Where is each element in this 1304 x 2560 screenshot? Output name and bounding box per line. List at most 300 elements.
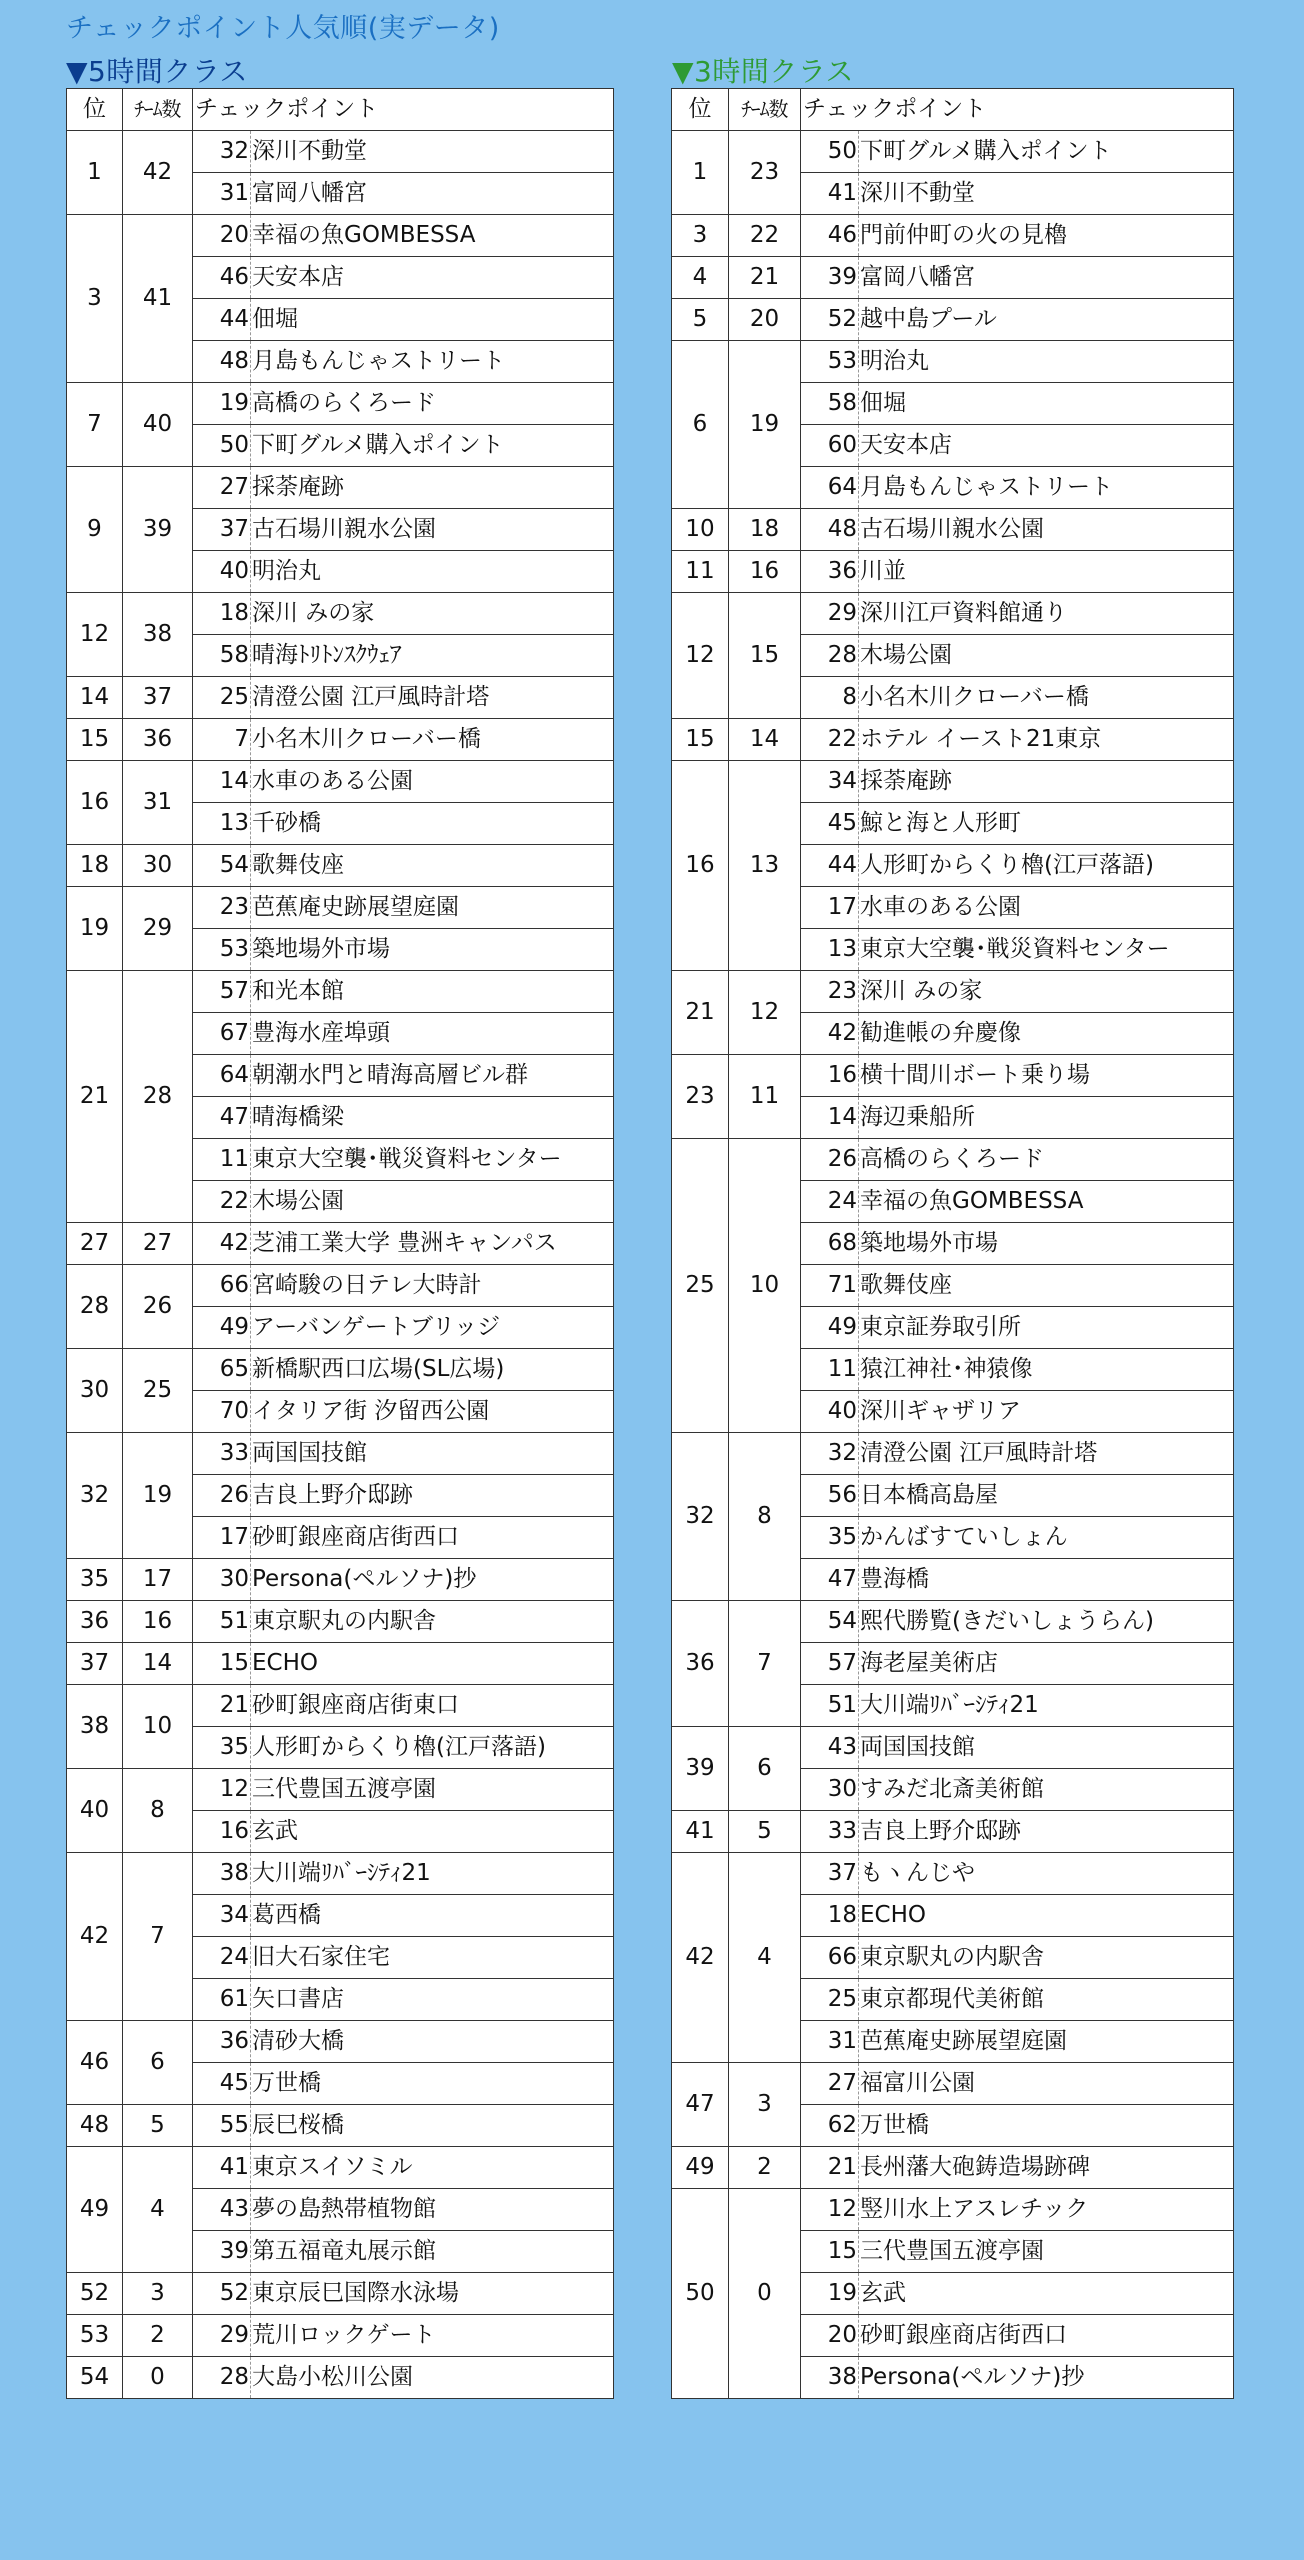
checkpoint-number: 53	[801, 341, 859, 383]
checkpoint-name: 採荼庵跡	[859, 761, 1234, 803]
rank-cell: 12	[672, 593, 729, 719]
checkpoint-number: 47	[193, 1097, 251, 1139]
table-row	[67, 1433, 614, 1475]
checkpoint-number: 45	[193, 2063, 251, 2105]
checkpoint-name: 高橋のらくろード	[859, 1139, 1234, 1181]
rank-cell: 35	[67, 1559, 123, 1601]
table-row	[67, 215, 614, 257]
checkpoint-number: 14	[801, 1097, 859, 1139]
checkpoint-number: 21	[801, 2147, 859, 2189]
checkpoint-number: 12	[801, 2189, 859, 2231]
table-row	[672, 971, 1234, 1013]
checkpoint-number: 35	[801, 1517, 859, 1559]
checkpoint-number: 19	[193, 383, 251, 425]
checkpoint-number: 37	[801, 1853, 859, 1895]
checkpoint-name: 吉良上野介邸跡	[251, 1475, 614, 1517]
teams-cell: 16	[729, 551, 801, 593]
teams-cell: 20	[729, 299, 801, 341]
table-row	[672, 215, 1234, 257]
rank-cell: 36	[67, 1601, 123, 1643]
checkpoint-number: 8	[801, 677, 859, 719]
ranking-table-5h	[66, 88, 614, 2399]
teams-cell: 22	[729, 215, 801, 257]
table-row	[67, 1853, 614, 1895]
checkpoint-number: 7	[193, 719, 251, 761]
rank-cell: 15	[672, 719, 729, 761]
checkpoint-number: 40	[193, 551, 251, 593]
checkpoint-number: 23	[193, 887, 251, 929]
checkpoint-number: 39	[801, 257, 859, 299]
rank-cell: 28	[67, 1265, 123, 1349]
checkpoint-name: 猿江神社･神猿像	[859, 1349, 1234, 1391]
rank-cell: 39	[672, 1727, 729, 1811]
checkpoint-number: 51	[801, 1685, 859, 1727]
checkpoint-name: 鯨と海と人形町	[859, 803, 1234, 845]
checkpoint-number: 66	[801, 1937, 859, 1979]
table-row	[67, 1643, 614, 1685]
checkpoint-name: 日本橋高島屋	[859, 1475, 1234, 1517]
rank-cell: 53	[67, 2315, 123, 2357]
ranking-table-3h	[671, 88, 1234, 2399]
teams-cell: 15	[729, 593, 801, 719]
teams-cell: 13	[729, 761, 801, 971]
teams-cell: 18	[729, 509, 801, 551]
rank-cell: 6	[672, 341, 729, 509]
checkpoint-name: イタリア街 汐留西公園	[251, 1391, 614, 1433]
table-row	[67, 677, 614, 719]
table-row	[672, 1139, 1234, 1181]
checkpoint-name: 築地場外市場	[859, 1223, 1234, 1265]
teams-cell: 40	[123, 383, 193, 467]
checkpoint-name: 千砂橋	[251, 803, 614, 845]
checkpoint-number: 22	[193, 1181, 251, 1223]
teams-cell: 7	[729, 1601, 801, 1727]
table-row	[672, 1601, 1234, 1643]
table-row	[67, 971, 614, 1013]
checkpoint-name: 門前仲町の火の見櫓	[859, 215, 1234, 257]
checkpoint-number: 22	[801, 719, 859, 761]
table-row	[672, 341, 1234, 383]
table-row	[672, 1055, 1234, 1097]
checkpoint-number: 54	[801, 1601, 859, 1643]
table-row	[67, 2021, 614, 2063]
rank-cell: 19	[67, 887, 123, 971]
rank-cell: 3	[672, 215, 729, 257]
checkpoint-number: 13	[801, 929, 859, 971]
rank-cell: 52	[67, 2273, 123, 2315]
checkpoint-name: 豊海水産埠頭	[251, 1013, 614, 1055]
teams-cell: 37	[123, 677, 193, 719]
rank-cell: 36	[672, 1601, 729, 1727]
checkpoint-name: 歌舞伎座	[859, 1265, 1234, 1307]
checkpoint-number: 35	[193, 1727, 251, 1769]
checkpoint-number: 11	[801, 1349, 859, 1391]
table-row	[67, 845, 614, 887]
rank-cell: 18	[67, 845, 123, 887]
checkpoint-number: 21	[193, 1685, 251, 1727]
checkpoint-number: 66	[193, 1265, 251, 1307]
checkpoint-number: 51	[193, 1601, 251, 1643]
table-row	[672, 1727, 1234, 1769]
checkpoint-name: 幸福の魚GOMBESSA	[251, 215, 614, 257]
rank-cell: 40	[67, 1769, 123, 1853]
checkpoint-number: 15	[801, 2231, 859, 2273]
checkpoint-number: 48	[193, 341, 251, 383]
checkpoint-name: ECHO	[859, 1895, 1234, 1937]
checkpoint-number: 44	[193, 299, 251, 341]
checkpoint-number: 38	[801, 2357, 859, 2399]
checkpoint-name: 朝潮水門と晴海高層ビル群	[251, 1055, 614, 1097]
checkpoint-name: 小名木川クローバー橋	[859, 677, 1234, 719]
table-row	[67, 383, 614, 425]
rank-cell: 32	[67, 1433, 123, 1559]
rank-cell: 27	[67, 1223, 123, 1265]
checkpoint-name: 東京大空襲･戦災資料センター	[859, 929, 1234, 971]
checkpoint-number: 16	[801, 1055, 859, 1097]
checkpoint-number: 61	[193, 1979, 251, 2021]
table-row	[67, 887, 614, 929]
teams-cell: 5	[123, 2105, 193, 2147]
teams-cell: 10	[123, 1685, 193, 1769]
checkpoint-name: 佃堀	[859, 383, 1234, 425]
teams-cell: 42	[123, 131, 193, 215]
checkpoint-name: 深川ギャザリア	[859, 1391, 1234, 1433]
table-row	[672, 1853, 1234, 1895]
table-row	[672, 299, 1234, 341]
checkpoint-number: 18	[193, 593, 251, 635]
checkpoint-name: 矢口書店	[251, 1979, 614, 2021]
checkpoint-name: 清澄公園 江戸風時計塔	[251, 677, 614, 719]
table-row	[672, 131, 1234, 173]
checkpoint-name: 月島もんじゃストリート	[251, 341, 614, 383]
checkpoint-number: 57	[801, 1643, 859, 1685]
rank-cell: 4	[672, 257, 729, 299]
checkpoint-number: 11	[193, 1139, 251, 1181]
checkpoint-name: 深川 みの家	[251, 593, 614, 635]
teams-cell: 25	[123, 1349, 193, 1433]
checkpoint-number: 32	[801, 1433, 859, 1475]
checkpoint-number: 29	[193, 2315, 251, 2357]
rank-cell: 7	[67, 383, 123, 467]
table-row	[67, 719, 614, 761]
checkpoint-number: 30	[193, 1559, 251, 1601]
checkpoint-name: 万世橋	[859, 2105, 1234, 2147]
teams-cell: 7	[123, 1853, 193, 2021]
checkpoint-name: 人形町からくり櫓(江戸落語)	[251, 1727, 614, 1769]
checkpoint-name: 東京駅丸の内駅舎	[251, 1601, 614, 1643]
teams-cell: 5	[729, 1811, 801, 1853]
checkpoint-name: Persona(ペルソナ)抄	[859, 2357, 1234, 2399]
rank-cell: 21	[672, 971, 729, 1055]
table-row	[67, 2273, 614, 2315]
page-title: チェックポイント人気順(実データ)	[66, 13, 500, 44]
checkpoint-number: 71	[801, 1265, 859, 1307]
section-title-5h: ▼5時間クラス	[66, 55, 249, 88]
checkpoint-name: 富岡八幡宮	[251, 173, 614, 215]
table-row	[672, 257, 1234, 299]
checkpoint-name: 人形町からくり櫓(江戸落語)	[859, 845, 1234, 887]
checkpoint-number: 26	[801, 1139, 859, 1181]
checkpoint-name: 玄武	[251, 1811, 614, 1853]
teams-cell: 6	[729, 1727, 801, 1811]
checkpoint-number: 34	[801, 761, 859, 803]
rank-cell: 5	[672, 299, 729, 341]
table-row	[67, 1223, 614, 1265]
checkpoint-number: 56	[801, 1475, 859, 1517]
checkpoint-number: 36	[801, 551, 859, 593]
checkpoint-number: 13	[193, 803, 251, 845]
teams-cell: 16	[123, 1601, 193, 1643]
teams-cell: 26	[123, 1265, 193, 1349]
rank-cell: 49	[672, 2147, 729, 2189]
checkpoint-name: 葛西橋	[251, 1895, 614, 1937]
table-row	[67, 1685, 614, 1727]
table-row	[672, 2189, 1234, 2231]
checkpoint-name: 小名木川クローバー橋	[251, 719, 614, 761]
checkpoint-name: 明治丸	[859, 341, 1234, 383]
checkpoint-number: 48	[801, 509, 859, 551]
checkpoint-number: 58	[193, 635, 251, 677]
rank-cell: 46	[67, 2021, 123, 2105]
checkpoint-name: 東京都現代美術館	[859, 1979, 1234, 2021]
teams-cell: 3	[123, 2273, 193, 2315]
checkpoint-number: 14	[193, 761, 251, 803]
checkpoint-name: 幸福の魚GOMBESSA	[859, 1181, 1234, 1223]
checkpoint-number: 16	[193, 1811, 251, 1853]
checkpoint-number: 28	[801, 635, 859, 677]
checkpoint-number: 58	[801, 383, 859, 425]
teams-cell: 41	[123, 215, 193, 383]
rank-cell: 16	[672, 761, 729, 971]
checkpoint-number: 43	[193, 2189, 251, 2231]
checkpoint-name: かんばすていしょん	[859, 1517, 1234, 1559]
checkpoint-number: 33	[801, 1811, 859, 1853]
checkpoint-number: 41	[801, 173, 859, 215]
rank-cell: 11	[672, 551, 729, 593]
checkpoint-name: 砂町銀座商店街西口	[859, 2315, 1234, 2357]
checkpoint-number: 52	[193, 2273, 251, 2315]
checkpoint-number: 27	[801, 2063, 859, 2105]
checkpoint-name: もヽんじや	[859, 1853, 1234, 1895]
rank-cell: 50	[672, 2189, 729, 2399]
checkpoint-name: 水車のある公園	[251, 761, 614, 803]
teams-cell: 4	[123, 2147, 193, 2273]
rank-cell: 54	[67, 2357, 123, 2399]
table-row	[67, 1265, 614, 1307]
checkpoint-name: ホテル イースト21東京	[859, 719, 1234, 761]
checkpoint-name: すみだ北斎美術館	[859, 1769, 1234, 1811]
checkpoint-number: 49	[193, 1307, 251, 1349]
checkpoint-name: 川並	[859, 551, 1234, 593]
checkpoint-name: 砂町銀座商店街東口	[251, 1685, 614, 1727]
table-row	[67, 2315, 614, 2357]
checkpoint-name: 天安本店	[251, 257, 614, 299]
checkpoint-number: 12	[193, 1769, 251, 1811]
header-checkpoint: チェックポイント	[801, 89, 1234, 131]
teams-cell: 14	[123, 1643, 193, 1685]
checkpoint-name: 海老屋美術店	[859, 1643, 1234, 1685]
checkpoint-name: 長州藩大砲鋳造場跡碑	[859, 2147, 1234, 2189]
checkpoint-name: 東京スイソミル	[251, 2147, 614, 2189]
teams-cell: 3	[729, 2063, 801, 2147]
rank-cell: 15	[67, 719, 123, 761]
checkpoint-name: 新橋駅西口広場(SL広場)	[251, 1349, 614, 1391]
rank-cell: 16	[67, 761, 123, 845]
teams-cell: 17	[123, 1559, 193, 1601]
teams-cell: 2	[729, 2147, 801, 2189]
header-teams: ﾁｰﾑ数	[123, 89, 193, 131]
table-row	[672, 551, 1234, 593]
checkpoint-number: 30	[801, 1769, 859, 1811]
checkpoint-number: 26	[193, 1475, 251, 1517]
checkpoint-name: 大島小松川公園	[251, 2357, 614, 2399]
checkpoint-number: 50	[193, 425, 251, 467]
checkpoint-name: 天安本店	[859, 425, 1234, 467]
table-row	[67, 131, 614, 173]
checkpoint-name: 越中島プール	[859, 299, 1234, 341]
rank-cell: 3	[67, 215, 123, 383]
checkpoint-number: 65	[193, 1349, 251, 1391]
checkpoint-name: 芭蕉庵史跡展望庭園	[859, 2021, 1234, 2063]
rank-cell: 9	[67, 467, 123, 593]
checkpoint-number: 38	[193, 1853, 251, 1895]
teams-cell: 36	[123, 719, 193, 761]
teams-cell: 23	[729, 131, 801, 215]
checkpoint-name: 芭蕉庵史跡展望庭園	[251, 887, 614, 929]
table-row	[67, 2105, 614, 2147]
rank-cell: 30	[67, 1349, 123, 1433]
table-row	[67, 1769, 614, 1811]
rank-cell: 21	[67, 971, 123, 1223]
checkpoint-number: 46	[193, 257, 251, 299]
checkpoint-number: 19	[801, 2273, 859, 2315]
rank-cell: 1	[672, 131, 729, 215]
checkpoint-number: 40	[801, 1391, 859, 1433]
checkpoint-number: 17	[801, 887, 859, 929]
checkpoint-name: 晴海橋梁	[251, 1097, 614, 1139]
checkpoint-number: 47	[801, 1559, 859, 1601]
checkpoint-number: 62	[801, 2105, 859, 2147]
checkpoint-number: 41	[193, 2147, 251, 2189]
checkpoint-name: 清澄公園 江戸風時計塔	[859, 1433, 1234, 1475]
checkpoint-name: 三代豊国五渡亭園	[251, 1769, 614, 1811]
checkpoint-number: 57	[193, 971, 251, 1013]
checkpoint-number: 43	[801, 1727, 859, 1769]
checkpoint-name: 玄武	[859, 2273, 1234, 2315]
checkpoint-name: 富岡八幡宮	[859, 257, 1234, 299]
checkpoint-name: 豊海橋	[859, 1559, 1234, 1601]
checkpoint-number: 70	[193, 1391, 251, 1433]
rank-cell: 48	[67, 2105, 123, 2147]
checkpoint-name: 横十間川ボート乗り場	[859, 1055, 1234, 1097]
checkpoint-name: 古石場川親水公園	[251, 509, 614, 551]
checkpoint-name: 大川端ﾘﾊﾞｰｼﾃｨ21	[251, 1853, 614, 1895]
teams-cell: 0	[729, 2189, 801, 2399]
checkpoint-number: 64	[193, 1055, 251, 1097]
teams-cell: 2	[123, 2315, 193, 2357]
checkpoint-number: 52	[801, 299, 859, 341]
rank-cell: 41	[672, 1811, 729, 1853]
checkpoint-name: 月島もんじゃストリート	[859, 467, 1234, 509]
teams-cell: 27	[123, 1223, 193, 1265]
checkpoint-name: 高橋のらくろード	[251, 383, 614, 425]
checkpoint-number: 32	[193, 131, 251, 173]
checkpoint-name: 宮崎駿の日テレ大時計	[251, 1265, 614, 1307]
checkpoint-number: 15	[193, 1643, 251, 1685]
header-teams: ﾁｰﾑ数	[729, 89, 801, 131]
checkpoint-name: 深川不動堂	[859, 173, 1234, 215]
checkpoint-name: 木場公園	[859, 635, 1234, 677]
checkpoint-number: 42	[193, 1223, 251, 1265]
checkpoint-number: 23	[801, 971, 859, 1013]
header-rank: 位	[672, 89, 729, 131]
checkpoint-number: 34	[193, 1895, 251, 1937]
checkpoint-number: 27	[193, 467, 251, 509]
checkpoint-name: 海辺乗船所	[859, 1097, 1234, 1139]
teams-cell: 38	[123, 593, 193, 677]
rank-cell: 38	[67, 1685, 123, 1769]
rank-cell: 25	[672, 1139, 729, 1433]
checkpoint-number: 31	[193, 173, 251, 215]
checkpoint-name: 佃堀	[251, 299, 614, 341]
teams-cell: 29	[123, 887, 193, 971]
checkpoint-number: 54	[193, 845, 251, 887]
checkpoint-number: 28	[193, 2357, 251, 2399]
checkpoint-name: 深川不動堂	[251, 131, 614, 173]
rank-cell: 49	[67, 2147, 123, 2273]
checkpoint-number: 68	[801, 1223, 859, 1265]
checkpoint-name: 竪川水上アスレチック	[859, 2189, 1234, 2231]
teams-cell: 8	[123, 1769, 193, 1853]
teams-cell: 12	[729, 971, 801, 1055]
teams-cell: 6	[123, 2021, 193, 2105]
checkpoint-number: 25	[193, 677, 251, 719]
checkpoint-name: 大川端ﾘﾊﾞｰｼﾃｨ21	[859, 1685, 1234, 1727]
table-row	[67, 2357, 614, 2399]
checkpoint-number: 45	[801, 803, 859, 845]
section-title-3h: ▼3時間クラス	[672, 55, 855, 88]
table-row	[67, 593, 614, 635]
checkpoint-number: 24	[193, 1937, 251, 1979]
checkpoint-name: 木場公園	[251, 1181, 614, 1223]
table-row	[672, 719, 1234, 761]
checkpoint-number: 50	[801, 131, 859, 173]
checkpoint-name: 東京辰巳国際水泳場	[251, 2273, 614, 2315]
checkpoint-number: 67	[193, 1013, 251, 1055]
teams-cell: 28	[123, 971, 193, 1223]
rank-cell: 37	[67, 1643, 123, 1685]
teams-cell: 4	[729, 1853, 801, 2063]
checkpoint-name: 明治丸	[251, 551, 614, 593]
table-row	[67, 2147, 614, 2189]
rank-cell: 12	[67, 593, 123, 677]
checkpoint-number: 17	[193, 1517, 251, 1559]
table-row	[672, 1811, 1234, 1853]
checkpoint-name: 砂町銀座商店街西口	[251, 1517, 614, 1559]
checkpoint-name: 万世橋	[251, 2063, 614, 2105]
checkpoint-name: 採荼庵跡	[251, 467, 614, 509]
table-row	[672, 509, 1234, 551]
table-row	[67, 761, 614, 803]
checkpoint-name: 熙代勝覧(きだいしょうらん)	[859, 1601, 1234, 1643]
rank-cell: 47	[672, 2063, 729, 2147]
teams-cell: 19	[729, 341, 801, 509]
rank-cell: 14	[67, 677, 123, 719]
teams-cell: 31	[123, 761, 193, 845]
checkpoint-number: 33	[193, 1433, 251, 1475]
checkpoint-number: 44	[801, 845, 859, 887]
checkpoint-number: 49	[801, 1307, 859, 1349]
